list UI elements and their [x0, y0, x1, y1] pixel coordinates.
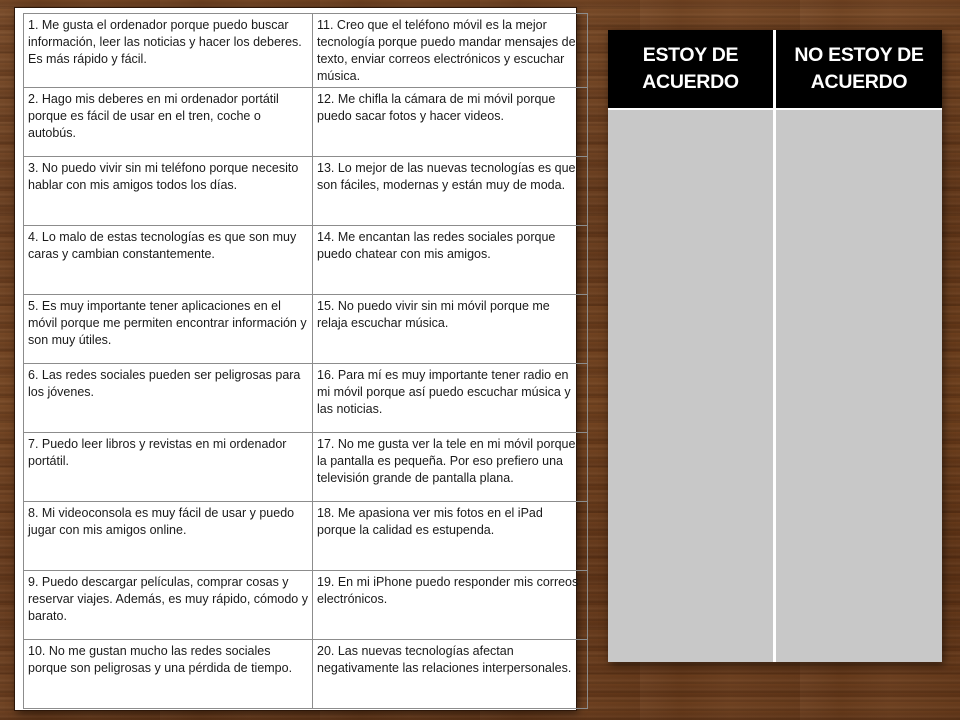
agree-header-line1: ESTOY DE [642, 44, 739, 66]
statement-row [24, 295, 588, 364]
statement-cell[interactable]: 2. Hago mis deberes en mi ordenador portátil porque es fácil de usar en el tren, coche o autobús. [24, 88, 313, 157]
agree-header [608, 30, 773, 108]
statement-cell[interactable]: 10. No me gustan mucho las redes sociales porque son peligrosas y una pérdida de tiempo. [24, 640, 313, 709]
statement-cell[interactable]: 5. Es muy importante tener aplicaciones en el móvil porque me permiten encontrar información y son muy útiles. [24, 295, 313, 364]
statement-cell[interactable]: 1. Me gusta el ordenador porque puedo buscar información, leer las noticias y hacer los deberes. Es más rápido y fácil. [24, 14, 313, 88]
statement-row [24, 433, 588, 502]
statement-cell[interactable]: 3. No puedo vivir sin mi teléfono porque necesito hablar con mis amigos todos los días. [24, 157, 313, 226]
statement-cell[interactable]: 12. Me chifla la cámara de mi móvil porque puedo sacar fotos y hacer videos. [313, 88, 588, 157]
agree-column [608, 30, 773, 662]
disagree-header [776, 30, 942, 108]
statement-cell[interactable]: 11. Creo que el teléfono móvil es la mejor tecnología porque puedo mandar mensajes de texto, enviar correos electrónicos y escuchar música. [313, 14, 588, 88]
disagree-header-line1: NO ESTOY DE [794, 44, 924, 66]
statement-cell[interactable]: 4. Lo malo de estas tecnologías es que son muy caras y cambian constantemente. [24, 226, 313, 295]
statement-cell[interactable]: 17. No me gusta ver la tele en mi móvil porque la pantalla es pequeña. Por eso prefiero una televisión grande de pantalla plana. [313, 433, 588, 502]
statement-cell[interactable]: 13. Lo mejor de las nuevas tecnologías es que son fáciles, modernas y están muy de moda. [313, 157, 588, 226]
statements-worksheet [15, 8, 579, 710]
sorting-chart [608, 30, 942, 662]
disagree-header-line2: ACUERDO [810, 71, 908, 93]
statement-row [24, 14, 588, 88]
statement-row [24, 640, 588, 709]
statement-cell[interactable]: 7. Puedo leer libros y revistas en mi ordenador portátil. [24, 433, 313, 502]
statement-cell[interactable]: 20. Las nuevas tecnologías afectan negativamente las relaciones interpersonales. [313, 640, 588, 709]
disagree-drop-area[interactable] [776, 110, 942, 662]
statement-row [24, 157, 588, 226]
statement-row [24, 226, 588, 295]
statement-cell[interactable]: 18. Me apasiona ver mis fotos en el iPad porque la calidad es estupenda. [313, 502, 588, 571]
statement-cell[interactable]: 19. En mi iPhone puedo responder mis correos electrónicos. [313, 571, 588, 640]
statement-cell[interactable]: 6. Las redes sociales pueden ser peligrosas para los jóvenes. [24, 364, 313, 433]
statement-cell[interactable]: 16. Para mí es muy importante tener radio en mi móvil porque así puedo escuchar música y las noticias. [313, 364, 588, 433]
statement-row [24, 364, 588, 433]
statement-row [24, 571, 588, 640]
statement-row [24, 88, 588, 157]
statement-cell[interactable]: 9. Puedo descargar películas, comprar cosas y reservar viajes. Además, es muy rápido, cómodo y barato. [24, 571, 313, 640]
agree-drop-area[interactable] [608, 110, 773, 662]
agree-header-line2: ACUERDO [642, 71, 739, 93]
statement-cell[interactable]: 8. Mi videoconsola es muy fácil de usar y puedo jugar con mis amigos online. [24, 502, 313, 571]
disagree-column [776, 30, 942, 662]
statement-row [24, 502, 588, 571]
statement-cell[interactable]: 14. Me encantan las redes sociales porque puedo chatear con mis amigos. [313, 226, 588, 295]
statements-table [23, 13, 588, 709]
statement-cell[interactable]: 15. No puedo vivir sin mi móvil porque me relaja escuchar música. [313, 295, 588, 364]
